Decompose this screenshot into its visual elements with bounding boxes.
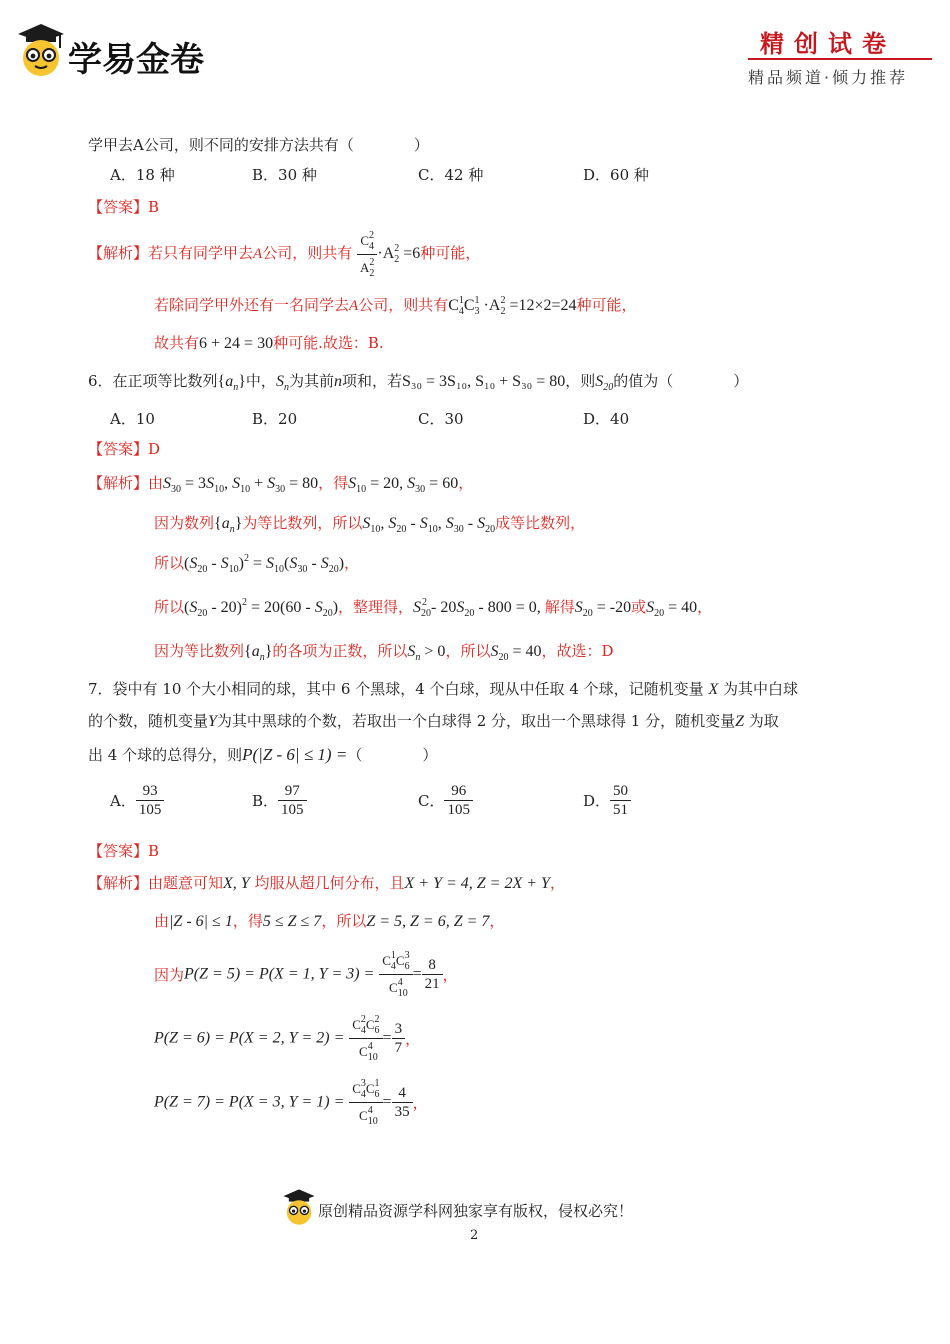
text: ，得 — [232, 912, 263, 930]
denominator: 35 — [394, 1104, 410, 1120]
formula: Y — [208, 713, 217, 730]
text: 为其前 — [288, 372, 334, 390]
text: 中， — [245, 372, 276, 390]
text: 若除同学甲外还有一名同学去 — [154, 296, 350, 314]
numerator: 50 — [610, 782, 631, 801]
text: 为取 — [748, 712, 779, 730]
text: 的值为（ ） — [613, 372, 749, 390]
numerator: 8 — [422, 956, 443, 975]
q5-option-c: C．42 种 — [418, 166, 484, 184]
text: 7．袋中有 10 个大小相同的球，其中 6 个黑球，4 个白球，现从中任取 4 个球，记随机变量 — [88, 680, 704, 698]
numerator: 3 — [392, 1020, 406, 1039]
q6-stem — [88, 370, 748, 393]
text: （ ） — [347, 746, 438, 764]
text: 为等比数列，所以 — [242, 514, 363, 532]
text: ， — [412, 1094, 428, 1112]
formula: $\{a_n\}$ — [217, 373, 246, 393]
text: ， — [344, 554, 360, 572]
footer-mascot — [282, 1188, 316, 1230]
denominator: 21 — [424, 976, 440, 992]
formula: X — [708, 681, 719, 698]
formula: $S_{20} = -20$ — [574, 599, 632, 619]
text: 由题意可知 — [148, 874, 224, 892]
fraction — [136, 782, 165, 819]
brand-divider — [748, 58, 932, 60]
text: 由 — [148, 474, 164, 492]
q6-option-b: B．20 — [252, 410, 298, 428]
formula: $(S_{20} - S_{10})^2 = S_{10}(S_{30} - S_{20})$ — [184, 553, 345, 575]
q7-analysis-line-3 — [154, 948, 458, 1001]
option-label: C． — [418, 792, 445, 810]
text: 公司，则共有 — [358, 296, 449, 314]
brand-title: 精创试卷 — [760, 30, 896, 58]
text: ，所以 — [321, 912, 367, 930]
text: 成等比数列， — [495, 514, 586, 532]
formula: $S_n$ — [275, 373, 289, 393]
text: 均服从超几何分布，且 — [254, 874, 405, 892]
fraction — [392, 1020, 406, 1057]
q7-option-d — [583, 782, 631, 819]
q6-option-a: A．10 — [110, 410, 155, 428]
analysis-label: 【解析】 — [88, 874, 149, 892]
q7-option-b — [252, 782, 307, 819]
q5-stem: 学甲去A公司，则不同的安排方法共有（ ） — [88, 136, 429, 154]
fraction: $\frac{C_4^3C_6^1}{C_{10}^4}$ — [349, 1076, 382, 1129]
text: ，故选：D — [541, 642, 614, 660]
fraction — [610, 782, 631, 819]
brand-subtitle: 精品频道·倾力推荐 — [748, 68, 909, 87]
denominator: 105 — [447, 802, 470, 818]
formula: $S_{20} = 40$ — [646, 599, 698, 619]
fraction — [422, 956, 443, 993]
formula: Z = 5, Z = 6, Z = 7 — [366, 913, 490, 930]
q7-stem-line-3 — [88, 744, 437, 765]
text: 种可能， — [420, 244, 481, 263]
q7-option-a — [110, 782, 164, 819]
text: 的个数，随机变量 — [88, 712, 209, 730]
formula: $\{a_n\}$ — [214, 515, 243, 535]
answer-value: B — [148, 842, 160, 860]
text: 公司，则共有 — [262, 244, 353, 263]
answer-label: 【答案】 — [88, 842, 149, 860]
numerator: 4 — [392, 1084, 413, 1103]
logo — [16, 22, 66, 82]
formula: X + Y = 4, Z = 2X + Y — [404, 875, 550, 892]
q5-analysis-line-2 — [154, 294, 637, 317]
page-number: 2 — [470, 1228, 479, 1243]
text: ， — [489, 912, 505, 930]
answer-value: D — [148, 440, 161, 458]
formula: $S_{20}$ — [595, 373, 614, 393]
formula: P(|Z - 6| ≤ 1) = — [242, 745, 348, 764]
mascot-owl-icon — [282, 1188, 316, 1226]
q7-stem-line-2 — [88, 710, 779, 731]
q6-analysis-line-2 — [154, 512, 585, 535]
answer-label: 【答案】 — [88, 198, 149, 216]
text: 解得 — [544, 598, 575, 616]
option-label: D． — [583, 792, 611, 810]
text: 由 — [154, 912, 170, 930]
q7-analysis-line-5 — [154, 1076, 428, 1129]
formula: P(Z = 6) = P(X = 2, Y = 2) = — [154, 1029, 345, 1047]
formula: 5 ≤ Z ≤ 7 — [262, 913, 322, 930]
denominator: 51 — [613, 802, 629, 818]
q7-analysis-line-4 — [154, 1012, 420, 1065]
q5-option-a: A．18 种 — [110, 166, 175, 184]
text: ， — [697, 598, 713, 616]
formula-result: =6 — [403, 245, 421, 263]
formula: $S_{30} = 3S_{10}$, $S_{10} + S_{30} = 80$ — [163, 475, 319, 495]
formula: S₃₀ = 3S₁₀, S₁₀ + S₃₀ = 80 — [401, 373, 566, 390]
text: 因为 — [154, 966, 185, 984]
formula: $S_{10}$, $S_{20} - S_{10}$, $S_{30} - S_{20}$ — [362, 515, 496, 535]
fraction — [278, 782, 307, 819]
q6-option-c: C．30 — [418, 410, 464, 428]
analysis-label: 【解析】 — [88, 244, 149, 263]
formula: = — [412, 965, 422, 983]
answer-value: B — [148, 198, 160, 216]
text: 为其中黑球的个数，若取出一个白球得 2 分，取出一个黑球得 1 分，随机变量 — [216, 712, 736, 730]
text: ， — [458, 474, 474, 492]
q5-analysis-line-3 — [154, 332, 384, 353]
formula-result: =12×2=24 — [509, 297, 577, 314]
q5-answer — [88, 196, 159, 217]
text: A — [253, 246, 263, 263]
q7-analysis-line-1 — [88, 872, 565, 893]
formula: = — [382, 1029, 392, 1047]
formula: |Z - 6| ≤ 1 — [169, 913, 233, 930]
formula: $S_{20} = 40$ — [490, 643, 542, 663]
mascot-owl-icon — [16, 22, 66, 78]
formula: Z — [735, 713, 744, 730]
text: 出 4 个球的总得分，则 — [88, 746, 243, 764]
fraction — [392, 1084, 413, 1121]
q6-analysis-line-1 — [88, 472, 473, 495]
formula: $S_{20}^2 - 20S_{20} - 800 = 0$, — [413, 597, 545, 619]
formula: n — [333, 373, 342, 390]
formula: $C_4^1C_3^1 \cdot A_2^2$ — [448, 295, 506, 317]
text: 故共有 — [154, 334, 200, 352]
formula: P(Z = 7) = P(X = 3, Y = 1) = — [154, 1093, 345, 1111]
text: 为其中白球 — [723, 680, 799, 698]
q7-option-c — [418, 782, 473, 819]
analysis-label: 【解析】 — [88, 474, 149, 492]
q5-option-d: D．60 种 — [583, 166, 649, 184]
text: 若只有同学甲去 — [148, 244, 254, 263]
text: 所以 — [154, 598, 185, 616]
q7-answer — [88, 840, 159, 861]
text: 项和，若 — [341, 372, 402, 390]
fraction — [444, 782, 473, 819]
text: 种可能， — [576, 296, 637, 314]
numerator: 96 — [444, 782, 473, 801]
text: ， — [442, 966, 458, 984]
q6-analysis-line-5 — [154, 640, 614, 663]
text: 的各项为正数，所以 — [272, 642, 408, 660]
option-label: B． — [252, 792, 279, 810]
formula: 6 + 24 = 30 — [199, 335, 274, 352]
numerator: 93 — [136, 782, 165, 801]
denominator: 7 — [394, 1040, 403, 1056]
logo-text: 学易金卷 — [68, 40, 204, 80]
text: 或 — [631, 598, 647, 616]
text: 因为等比数列 — [154, 642, 245, 660]
option-label: A． — [110, 792, 136, 810]
q6-analysis-line-3 — [154, 552, 359, 575]
formula: $\{a_n\}$ — [244, 643, 273, 663]
formula: $S_n > 0$ — [407, 643, 446, 663]
text: ， — [549, 874, 565, 892]
q5-option-b: B．30 种 — [252, 166, 317, 184]
formula: $S_{10} = 20$, $S_{30} = 60$ — [348, 475, 459, 495]
q5-analysis-line-1 — [88, 228, 480, 281]
q6-answer — [88, 438, 160, 459]
q7-analysis-line-2 — [154, 910, 504, 931]
fraction: $\frac{C_4^2}{A_2^2}$ — [357, 228, 377, 281]
denominator: 105 — [138, 802, 162, 818]
text: ，则 — [565, 372, 596, 390]
q7-stem-line-1 — [88, 678, 798, 699]
formula: X, Y — [223, 875, 250, 892]
text: ，整理得， — [338, 598, 414, 616]
text: A — [349, 298, 359, 314]
text: 种可能.故选：B. — [273, 334, 384, 352]
formula: $\frac{C_4^2}{A_2^2}$ $\cdot A_2^2$ — [357, 245, 403, 262]
footer-copyright: 原创精品资源学科网独家享有版权，侵权必究！ — [318, 1202, 634, 1220]
text: 6．在正项等比数列 — [88, 372, 218, 390]
fraction: $\frac{C_4^2C_6^2}{C_{10}^4}$ — [349, 1012, 382, 1065]
fraction: $\frac{C_4^1C_6^3}{C_{10}^4}$ — [379, 948, 412, 1001]
text: 所以 — [154, 554, 185, 572]
text: ，得 — [318, 474, 349, 492]
numerator: 97 — [278, 782, 307, 801]
q6-option-d: D．40 — [583, 410, 630, 428]
formula: = — [382, 1093, 392, 1111]
denominator: 105 — [281, 802, 304, 818]
q6-analysis-line-4 — [154, 596, 712, 619]
formula: $(S_{20} - 20)^2 = 20(60 - S_{20})$ — [184, 597, 339, 619]
formula: P(Z = 5) = P(X = 1, Y = 3) = — [184, 965, 375, 983]
answer-label: 【答案】 — [88, 440, 149, 458]
text: ， — [405, 1030, 421, 1048]
text: 因为数列 — [154, 514, 215, 532]
text: ，所以 — [445, 642, 491, 660]
